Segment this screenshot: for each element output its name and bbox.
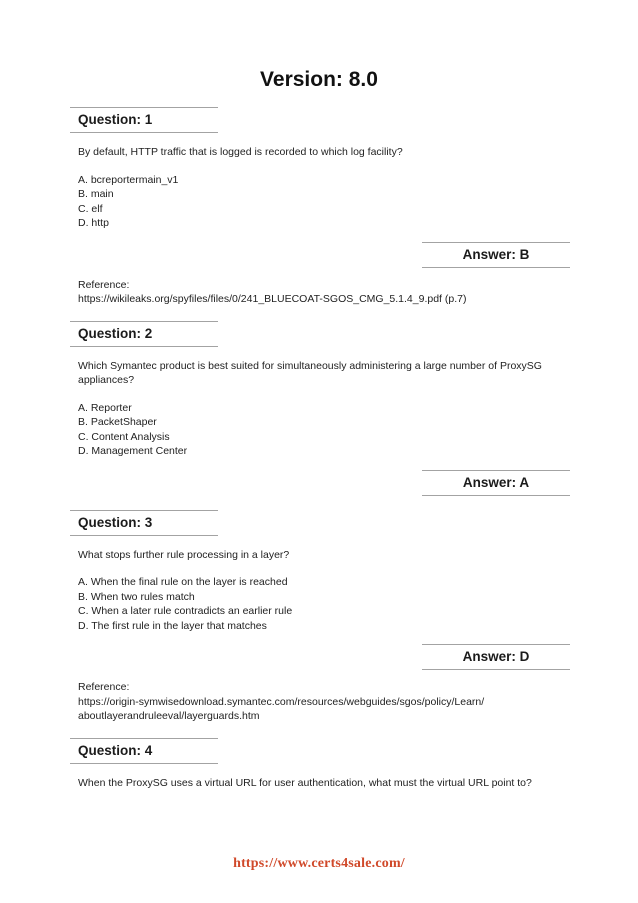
option-a: A. When the final rule on the layer is reached bbox=[78, 576, 288, 588]
question-heading: Question: 1 bbox=[70, 107, 218, 133]
question-heading: Question: 4 bbox=[70, 738, 218, 764]
reference-block bbox=[78, 680, 570, 724]
reference-url: https://origin-symwisedownload.symantec.com/resources/webguides/sgos/policy/Learn/ bbox=[78, 695, 485, 708]
option-b: B. main bbox=[78, 188, 114, 200]
question-block-3 bbox=[78, 510, 570, 724]
option-d: D. http bbox=[78, 217, 109, 229]
option-b: B. PacketShaper bbox=[78, 416, 157, 428]
question-heading: Question: 3 bbox=[70, 510, 218, 536]
option-a: A. bcreportermain_v1 bbox=[78, 173, 179, 186]
question-text: By default, HTTP traffic that is logged is recorded to which log facility? bbox=[78, 146, 403, 158]
option-a: A. Reporter bbox=[78, 401, 132, 414]
option-c: C. elf bbox=[78, 202, 103, 215]
answer-box: Answer: B bbox=[422, 242, 570, 268]
reference-url: https://wikileaks.org/spyfiles/files/0/241_BLUECOAT-SGOS_CMG_5.1.4_9.pdf (p.7) bbox=[78, 293, 467, 305]
footer-link[interactable]: https://www.certs4sale.com/ bbox=[233, 856, 405, 871]
option-b: B. When two rules match bbox=[78, 590, 195, 603]
options-list bbox=[78, 173, 570, 231]
question-block-2 bbox=[78, 321, 570, 496]
question-heading: Question: 2 bbox=[70, 321, 218, 347]
option-c: C. When a later rule contradicts an earlier rule bbox=[78, 605, 293, 617]
options-list bbox=[78, 401, 570, 459]
page-content bbox=[78, 107, 570, 790]
answer-box: Answer: A bbox=[422, 470, 570, 496]
reference-label: Reference: bbox=[78, 681, 130, 693]
page-title: Version: 8.0 bbox=[260, 68, 378, 91]
answer-box: Answer: D bbox=[422, 644, 570, 670]
question-text: When the ProxySG uses a virtual URL for user authentication, what must the virtual URL point to? bbox=[78, 776, 532, 789]
options-list bbox=[78, 575, 570, 633]
footer bbox=[0, 856, 638, 872]
reference-url: aboutlayerandruleeval/layerguards.htm bbox=[78, 710, 260, 722]
question-text: What stops further rule processing in a layer? bbox=[78, 548, 290, 561]
question-block-4 bbox=[78, 738, 570, 791]
option-d: D. Management Center bbox=[78, 445, 188, 457]
question-block-1 bbox=[78, 107, 570, 307]
option-d: D. The first rule in the layer that matches bbox=[78, 619, 267, 632]
question-text: Which Symantec product is best suited for simultaneously administering a large number of ProxySG appliances? bbox=[78, 359, 542, 386]
option-c: C. Content Analysis bbox=[78, 430, 170, 443]
reference-block bbox=[78, 278, 570, 307]
reference-label: Reference: bbox=[78, 278, 130, 291]
